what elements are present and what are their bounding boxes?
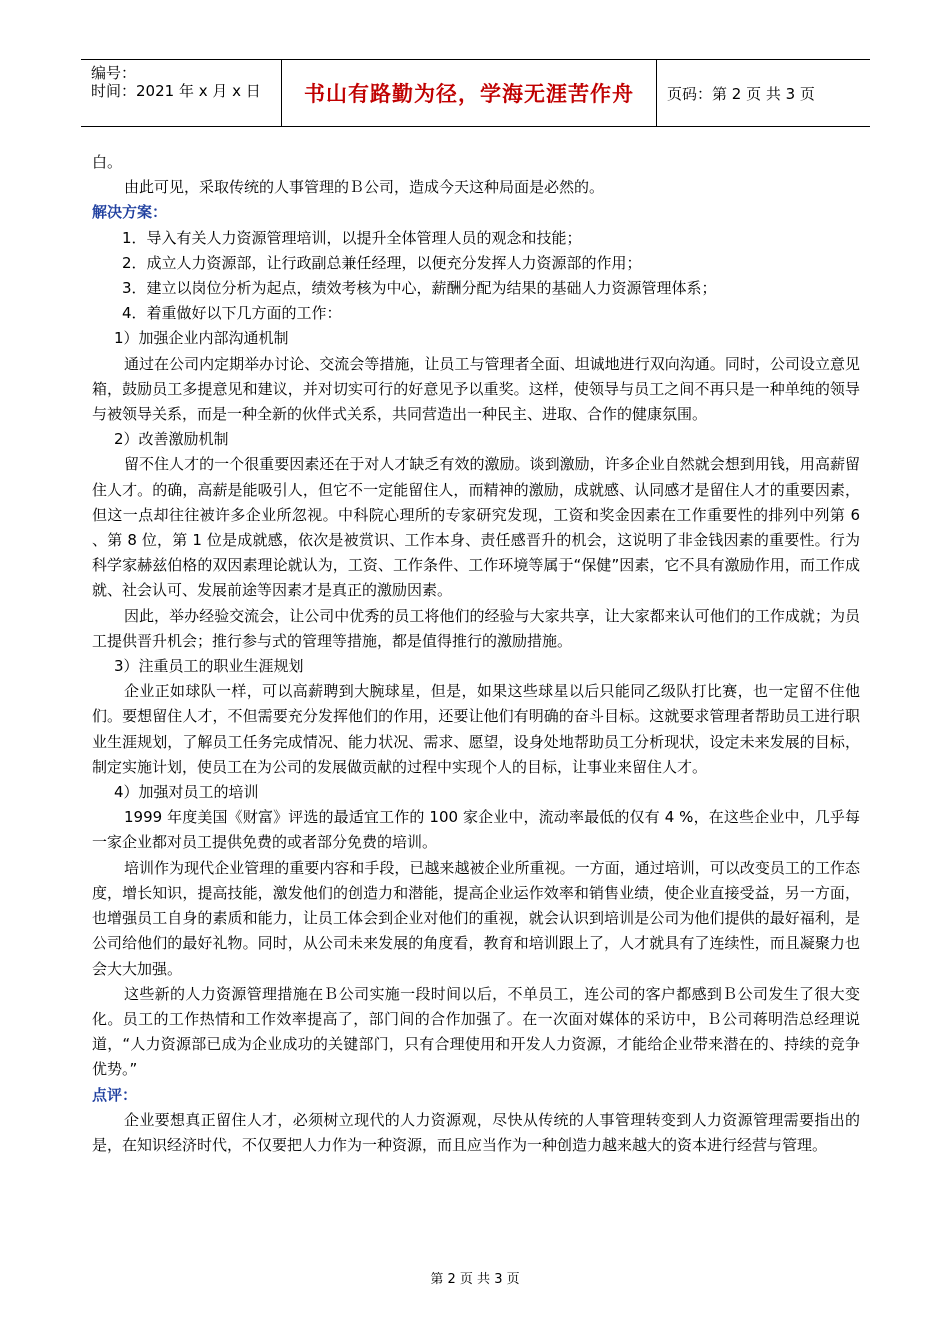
paragraph: 由此可见，采取传统的人事管理的Ｂ公司，造成今天这种局面是必然的。: [124, 178, 605, 197]
paragraph: 1999 年度美国《财富》评选的最适宜工作的 100 家企业中，流动率最低的仅有 4 %，在这些企业中，几乎每一家企业都对员工提供免费的或者部分免费的培训。: [92, 808, 860, 852]
subheading: 3）注重员工的职业生涯规划: [114, 657, 304, 676]
document-number: 编号：: [91, 64, 137, 82]
solution-item: 1．导入有关人力资源管理培训，以提升全体管理人员的观念和技能；: [122, 228, 582, 247]
review-heading: 点评：: [92, 1085, 138, 1104]
subheading: 1）加强企业内部沟通机制: [114, 329, 289, 348]
paragraph: 白。: [92, 153, 123, 171]
paragraph: 这些新的人力资源管理措施在Ｂ公司实施一段时间以后，不单员工，连公司的客户都感到Ｂ公司发生了很大变化。员工的工作热情和工作效率提高了，部门间的合作加强了。在一次面对媒体的采访中，Ｂ公司蒋明浩总经理说道，“人力资源部已成为企业成功的关键部门，只有合理使用和开发人力资源，才能给企业带来潜在的、持续的竞争优势。”: [92, 984, 860, 1079]
solution-item: 4．着重做好以下几方面的工作：: [122, 304, 342, 323]
subheading: 2）改善激励机制: [114, 430, 229, 449]
paragraph: 通过在公司内定期举办讨论、交流会等措施，让员工与管理者全面、坦诚地进行双向沟通。同时，公司设立意见箱，鼓励员工多提意见和建议，并对切实可行的好意见予以重奖。这样，使领导与员工之间不再只是一种单纯的领导与被领导关系，而是一种全新的伙伴式关系，共同营造出一种民主、进取、合作的健康氛围。: [92, 354, 860, 424]
solution-heading: 解决方案：: [92, 203, 168, 222]
header-page-code: 页码：第 2 页 共 3 页: [667, 84, 815, 103]
paragraph: 留不住人才的一个很重要因素还在于对人才缺乏有效的激励。谈到激励，许多企业自然就会想到用钱，用高薪留住人才。的确，高薪是能吸引人，但它不一定能留住人，而精神的激励，成就感、认同感才是留住人才的重要因素，但这一点却往往被许多企业所忽视。中科院心理所的专家研究发现，工资和奖金因素在工作重要性的排列中列第 6 、第 8 位，第 1 位是成就感，依次是被赏识、工作本身、责任感晋升的机会，这说明了非金钱因素的重要性。行为科学家赫兹伯格的双因素理论就认为，工资、工作条件、工作环境等属于“保健”因素，它不具有激励作用，而工作成就、社会认可、发展前途等因素才是真正的激励因素。: [92, 455, 860, 600]
paragraph: 因此，举办经验交流会，让公司中优秀的员工将他们的经验与大家共享，让大家都来认可他们的工作成就；为员工提供晋升机会；推行参与式的管理等措施，都是值得推行的激励措施。: [92, 606, 860, 650]
paragraph: 企业正如球队一样，可以高薪聘到大腕球星，但是，如果这些球星以后只能同乙级队打比赛，也一定留不住他们。要想留住人才，不但需要充分发挥他们的作用，还要让他们有明确的奋斗目标。这就要求管理者帮助员工进行职业生涯规划，了解员工任务完成情况、能力状况、需求、愿望，设身处地帮助员工分析现状，设定未来发展的目标，制定实施计划，使员工在为公司的发展做贡献的过程中实现个人的目标，让事业来留住人才。: [92, 682, 860, 776]
paragraph: 企业要想真正留住人才，必须树立现代的人力资源观，尽快从传统的人事管理转变到人力资源管理需要指出的是，在知识经济时代，不仅要把人力作为一种资源，而且应当作为一种创造力越来越大的资本进行经营与管理。: [92, 1110, 860, 1154]
paragraph: 培训作为现代企业管理的重要内容和手段，已越来越被企业所重视。一方面，通过培训，可以改变员工的工作态度，增长知识，提高技能，激发他们的创造力和潜能，提高企业运作效率和销售业绩，使企业直接受益，另一方面，也增强员工自身的素质和能力，让员工体会到企业对他们的重视，就会认识到培训是公司为他们提供的最好福利，是公司给他们的最好礼物。同时，从公司未来发展的角度看，教育和培训跟上了，人才就具有了连续性，而且凝聚力也会大大加强。: [92, 858, 860, 978]
document-time: 时间：2021 年 x 月 x 日: [91, 82, 261, 100]
header-motto: 书山有路勤为径，学海无涯苦作舟: [281, 60, 657, 126]
solution-item: 3．建立以岗位分析为起点，绩效考核为中心，薪酬分配为结果的基础人力资源管理体系；: [122, 279, 717, 298]
header-table: [81, 59, 870, 127]
subheading: 4）加强对员工的培训: [114, 783, 259, 802]
solution-item: 2．成立人力资源部，让行政副总兼任经理，以便充分发挥人力资源部的作用；: [122, 253, 642, 272]
header-meta: [81, 60, 281, 126]
page-footer: 第 2 页 共 3 页: [430, 1272, 520, 1287]
document-body: [92, 150, 860, 1158]
